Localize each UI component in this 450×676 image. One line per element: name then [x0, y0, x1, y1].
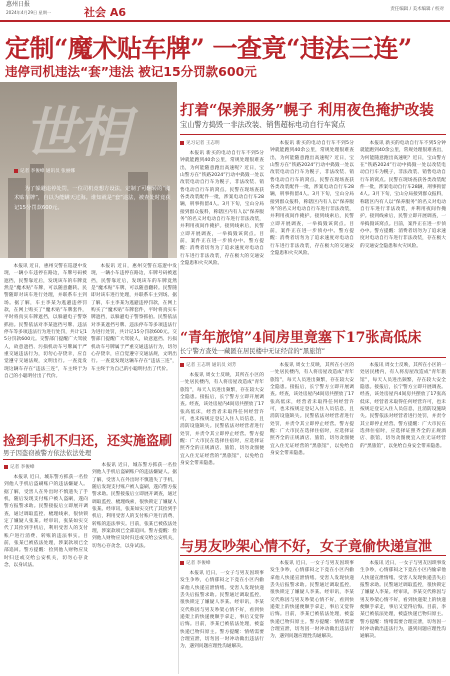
section-name: 社会 A6 — [84, 6, 126, 19]
lead-body-col2: 本报讯 近日，惠州交警在巡逻中发现，一辆小车违停在路边，车牌号码被遮挡，民警靠近后，发现该车的车牌竟然是“魔术贴”车牌，可以随意翻转。民警随即对该车进行处理，并联系车主到场。据了解，车主李某为逃避违停罚款，在网上购买了“魔术贴”车牌套件，平时将真实车牌遮挡，以躲避电子警察抓拍。民警依法对李某遮挡号牌、违法停车等多项违法行为进行处罚，共计记15分罚款600元。交警部门提醒广大驾驶人，故意遮挡、污损机动车号牌属于严重交通违法行为，切勿心存侥幸，应自觉遵守交通法规，文明出行。一查竟发现这辆车存在“违法三连”，车主终于为自己的小聪明付出了代价。 — [91, 264, 177, 372]
issue-date: 2024年4月29日 星期一 — [6, 10, 52, 15]
story2-rule — [180, 134, 446, 135]
story3-headline: 捡到手机不归还，还实施盗刷 — [3, 434, 173, 449]
story2-col1: 本报讯 新买的电动自行车不到5分钟就能跑到40余公里，常规处理很难查出，为何能随意跑出高速呢？近日，宝山警方在“铁路2024”行动中捣毁一处以改装电动自行车为幌子，非法改装、销售电动自行车的窝点。民警在现场查获各类改装配件一批，涉案电动自行车28辆，刑事拘留4人。3月下旬，宝山分局接到群众报料，称辖区内有人以“保养服务”的名义对电动自行车进行非法改装，并利用夜间作掩护。接到线索后，民警立即开展调查，一举捣毁该窝点。目前，案件正在进一步侦办中。警方提醒：消费者切勿为了追求速度对电动自行车进行非法改装，存在极大的交通安全隐患和火灾风险。 — [180, 151, 264, 267]
lead-headline: 定制“魔术贴车牌” 一查竟“违法三连” — [5, 34, 412, 63]
story5-headline: 与男友吵架心情不好，女子竟偷快递宣泄 — [180, 539, 432, 555]
story4-subheadline: 长宁警方查处一藏匿在居民楼中无证经营的“黑旅馆” — [180, 348, 326, 355]
story2-col2: 本报讯 新买的电动自行车不到5分钟就能跑到40余公里，常规处理很难查出，为何能随意跑出高速呢？近日，宝山警方在“铁路2024”行动中捣毁一处以改装电动自行车为幌子，非法改装、销售电动自行车的窝点。民警在现场查获各类改装配件一批，涉案电动自行车28辆，刑事拘留4人。3月下旬，宝山分局接到群众报料，称辖区内有人以“保养服务”的名义对电动自行车进行非法改装，并利用夜间作掩护。接到线索后，民警立即开展调查，一举捣毁该窝点。目前，案件正在进一步侦办中。警方提醒：消费者切勿为了追求速度对电动自行车进行非法改装，存在极大的交通安全隐患和火灾风险。 — [270, 141, 354, 257]
art-watermark: 世相 — [24, 100, 128, 164]
page-header — [0, 0, 450, 22]
story4-headline: “青年旅馆”4间房里竟塞下17张高低床 — [180, 330, 422, 346]
lead-subheadline: 违停司机违法“套”违法 被记15分罚款600元 — [5, 64, 257, 79]
newspaper-logo: 惠州日报 — [6, 1, 31, 8]
story3-rule — [3, 459, 91, 460]
story3-byline: 记者 李俊峰 — [4, 464, 34, 470]
story4-rule — [180, 357, 446, 358]
column-divider — [178, 263, 179, 674]
story3-col2: 本报讯 近日，城东警方抓获一名捡到他人手机后盗刷账户的违法嫌疑人。据了解，受害人在外出时不慎遗失了手机，随后发现支付账户被人盗刷，遂向警方报警求助。民警接报后立即展开调查，通过调取监控、梳理线索，很快锁定了嫌疑人张某。经审讯，张某如实交代了其捡到手机后，利用受害人的支付账户进行消费、转账的违法事实。目前，张某已被依法处理，涉案款项已全部追回。警方提醒：捡到他人财物应及时归还或交给公安机关，切勿心存贪念，以身试法。 — [92, 463, 177, 549]
editor-credits: 责任编辑 / 美术编辑 / 校对 — [390, 7, 444, 12]
lead-byline: 记者 李俊峰 通讯员 张丽娜 — [14, 168, 75, 174]
story4-col2: 本报讯 周女士反映，其所在小区的一处居民楼内，有人将房屋改造成“青年旅馆”，每天人员进出频繁，存在较大安全隐患。接报后，长宁警方立即开展调查。经查，该处房屋内4间房共摆放了17张高低床，经营者未取得任何经营许可，也未按规定登记入住人员信息，且消防设施缺失。民警依法对经营者进行处罚，并责令其立即停止经营。警方提醒：广大市民在选择住宿时，应选择证照齐全的正规酒店、旅馆，切勿贪图便宜入住无证经营的“黑旅馆”，以免给自身安全带来隐患。 — [270, 363, 354, 457]
story2-col3: 本报讯 新买的电动自行车不到5分钟就能跑到40余公里，常规处理很难查出，为何能随意跑出高速呢？近日，宝山警方在“铁路2024”行动中捣毁一处以改装电动自行车为幌子，非法改装、销售电动自行车的窝点。民警在现场查获各类改装配件一批，涉案电动自行车28辆，刑事拘留4人。3月下旬，宝山分局接到群众报料，称辖区内有人以“保养服务”的名义对电动自行车进行非法改装，并利用夜间作掩护。接到线索后，民警立即开展调查，一举捣毁该窝点。目前，案件正在进一步侦办中。警方提醒：消费者切勿为了追求速度对电动自行车进行非法改装，存在极大的交通安全隐患和火灾风险。 — [360, 141, 446, 249]
story5-byline: 记者 李俊峰 — [180, 560, 210, 566]
story5-col2: 本报讯 近日，一女子与男友因琐事发生争吵，心情郁闷之下竟在小区内偷拿他人快递宣泄情绪。受害人发现快递丢失后报警求助。民警通过调取监控，很快锁定了嫌疑人李某。经审讯，李某交代称因与男友吵架心情不好，看到快递架上的快递便顺手拿走，事后又觉得后悔。目前，李某已被依法处理，被盗快递已物归原主。警方提醒：情绪需要合理宣泄，切勿因一时冲动做出违法行为，遇到问题应理性沟通解决。 — [270, 561, 354, 640]
story4-col1: 本报讯 周女士反映，其所在小区的一处居民楼内，有人将房屋改造成“青年旅馆”，每天人员进出频繁，存在较大安全隐患。接报后，长宁警方立即开展调查。经查，该处房屋内4间房共摆放了17张高低床，经营者未取得任何经营许可，也未按规定登记入住人员信息，且消防设施缺失。民警依法对经营者进行处罚，并责令其立即停止经营。警方提醒：广大市民在选择住宿时，应选择证照齐全的正规酒店、旅馆，切勿贪图便宜入住无证经营的“黑旅馆”，以免给自身安全带来隐患。 — [180, 373, 264, 467]
story2-headline: 打着“保养服务”幌子 利用夜色掩护改装 — [180, 102, 434, 119]
story2-byline: 见习记者 王志明 — [180, 140, 220, 146]
story2-subheadline: 宝山警方捣毁一非法改装、销售超标电动自行车窝点 — [180, 120, 346, 129]
story4-byline: 记者 王志明 通讯员 刘芳 — [180, 362, 236, 368]
lead-body-col1: 本报讯 近日，惠州交警在巡逻中发现，一辆小车违停在路边，车牌号码被遮挡，民警靠近后，发现该车的车牌竟然是“魔术贴”车牌，可以随意翻转。民警随即对该车进行处理，并联系车主到场。据了解，车主李某为逃避违停罚款，在网上购买了“魔术贴”车牌套件，平时将真实车牌遮挡，以躲避电子警察抓拍。民警依法对李某遮挡号牌、违法停车等多项违法行为进行处罚，共计记15分罚款600元。交警部门提醒广大驾驶人，故意遮挡、污损机动车号牌属于严重交通违法行为，切勿心存侥幸，应自觉遵守交通法规，文明出行。一查竟发现这辆车存在“违法三连”，车主终于为自己的小聪明付出了代价。 — [4, 264, 87, 380]
story3-col1: 本报讯 近日，城东警方抓获一名捡到他人手机后盗刷账户的违法嫌疑人。据了解，受害人在外出时不慎遗失了手机，随后发现支付账户被人盗刷，遂向警方报警求助。民警接报后立即展开调查，通过调取监控、梳理线索，很快锁定了嫌疑人张某。经审讯，张某如实交代了其捡到手机后，利用受害人的支付账户进行消费、转账的违法事实。目前，张某已被依法处理，涉案款项已全部追回。警方提醒：捡到他人财物应及时归还或交给公安机关，切勿心存贪念，以身试法。 — [4, 475, 88, 569]
story4-col3: 本报讯 周女士反映，其所在小区的一处居民楼内，有人将房屋改造成“青年旅馆”，每天人员进出频繁，存在较大安全隐患。接报后，长宁警方立即开展调查。经查，该处房屋内4间房共摆放了17张高低床，经营者未取得任何经营许可，也未按规定登记入住人员信息，且消防设施缺失。民警依法对经营者进行处罚，并责令其立即停止经营。警方提醒：广大市民在选择住宿时，应选择证照齐全的正规酒店、旅馆，切勿贪图便宜入住无证经营的“黑旅馆”，以免给自身安全带来隐患。 — [360, 363, 446, 449]
lead-intro: 为了躲避违停处罚，一位司机竟想方设法，定制了可翻转的“魔术贴车牌”，自以为能瞒天过海。谁知就是“套”违法，被查处时竟获记15分罚款600元。 — [14, 186, 171, 211]
story3-subheadline: 男子因盗窃被警方依法依法处理 — [3, 450, 92, 457]
story5-col3: 本报讯 近日，一女子与男友因琐事发生争吵，心情郁闷之下竟在小区内偷拿他人快递宣泄情绪。受害人发现快递丢失后报警求助。民警通过调取监控，很快锁定了嫌疑人李某。经审讯，李某交代称因与男友吵架心情不好，看到快递架上的快递便顺手拿走，事后又觉得后悔。目前，李某已被依法处理，被盗快递已物归原主。警方提醒：情绪需要合理宣泄，切勿因一时冲动做出违法行为，遇到问题应理性沟通解决。 — [360, 561, 446, 640]
story5-rule — [180, 555, 446, 556]
story5-col1: 本报讯 近日，一女子与男友因琐事发生争吵，心情郁闷之下竟在小区内偷拿他人快递宣泄情绪。受害人发现快递丢失后报警求助。民警通过调取监控，很快锁定了嫌疑人李某。经审讯，李某交代称因与男友吵架心情不好，看到快递架上的快递便顺手拿走，事后又觉得后悔。目前，李某已被依法处理，被盗快递已物归原主。警方提醒：情绪需要合理宣泄，切勿因一时冲动做出违法行为，遇到问题应理性沟通解决。 — [180, 571, 264, 650]
